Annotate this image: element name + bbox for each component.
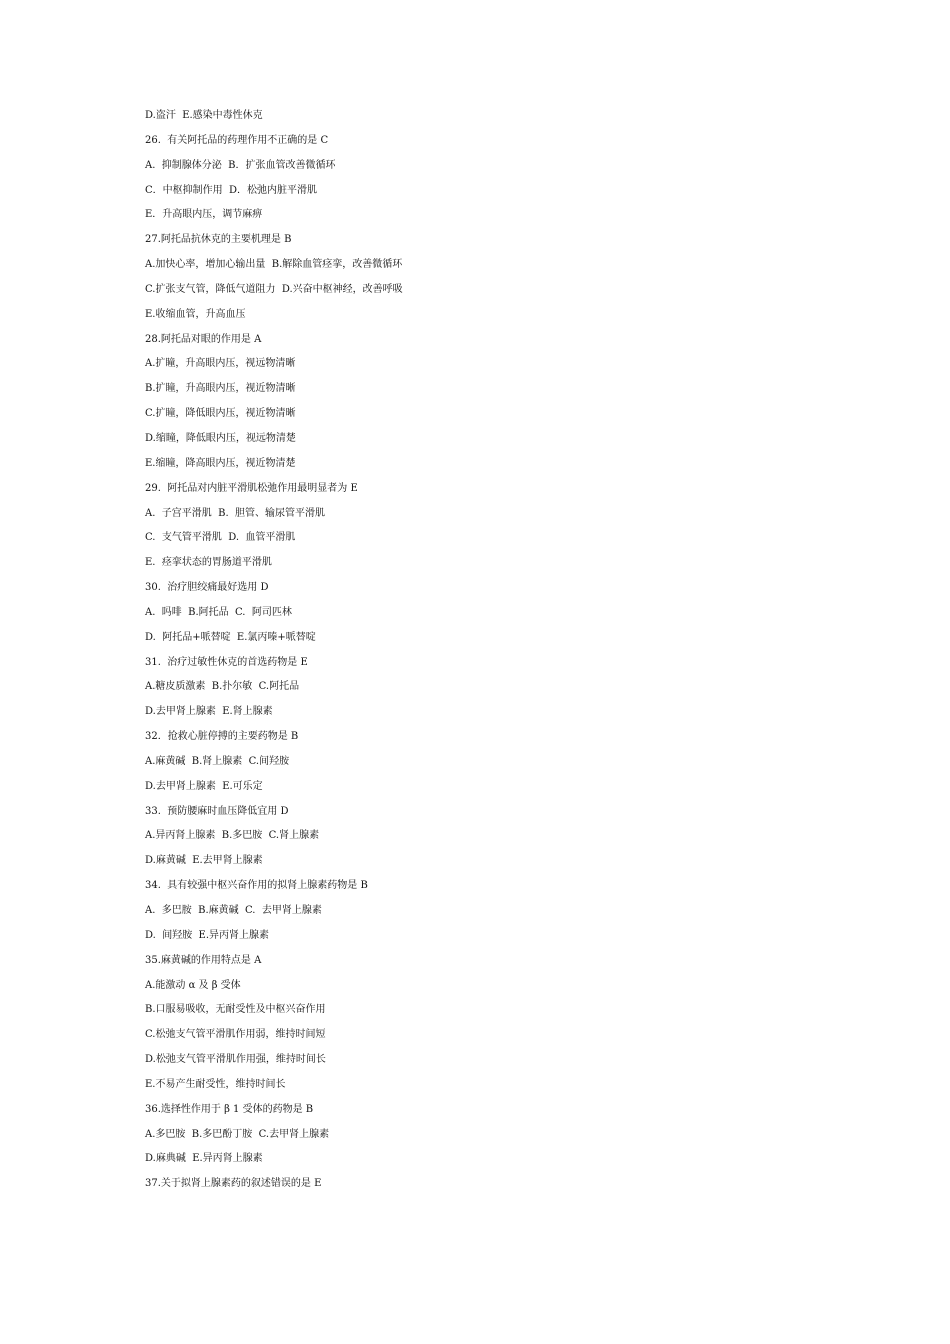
text-line: D.麻典碱 E.异丙肾上腺素 xyxy=(145,1153,263,1165)
text-line: A.能激动 α 及 β 受体 xyxy=(145,979,241,991)
text-line: A.麻黄碱 B.肾上腺素 C.间羟胺 xyxy=(145,755,290,767)
question-26: 26. 有关阿托品的药理作用不正确的是 C xyxy=(145,134,329,146)
question-32: 32．抢救心脏停搏的主要药物是 B xyxy=(145,731,299,743)
question-37: 37.关于拟肾上腺素药的叙述错误的是 E xyxy=(145,1178,322,1190)
text-line: D.缩瞳，降低眼内压，视远物清楚 xyxy=(145,432,296,444)
text-line: D. 阿托品+哌替啶 E.氯丙嗪+哌替啶 xyxy=(145,631,316,643)
text-line: E. 痉挛状态的胃肠道平滑肌 xyxy=(145,557,272,569)
text-line: D.盗汗 E.感染中毒性休克 xyxy=(145,110,263,121)
question-30: 30. 治疗胆绞痛最好选用 D xyxy=(145,582,269,594)
text-line: C.松弛支气管平滑肌作用弱，维持时间短 xyxy=(145,1029,326,1041)
question-34: 34. 具有较强中枢兴奋作用的拟肾上腺素药物是 B xyxy=(145,880,368,892)
text-line: D. 间羟胺 E.异丙肾上腺素 xyxy=(145,929,270,941)
text-line: D.麻黄碱 E.去甲肾上腺素 xyxy=(145,855,263,867)
text-line: C.扩张支气管，降低气道阻力 D.兴奋中枢神经，改善呼吸 xyxy=(145,283,403,295)
question-29: 29. 阿托品对内脏平滑肌松弛作用最明显者为 E xyxy=(145,482,358,494)
question-27: 27.阿托品抗休克的主要机理是 B xyxy=(145,234,292,246)
document-body xyxy=(145,110,845,1203)
text-line: E.不易产生耐受性，维持时间长 xyxy=(145,1078,286,1090)
question-35: 35.麻黄碱的作用特点是 A xyxy=(145,954,262,966)
text-line: D.去甲肾上腺素 E.可乐定 xyxy=(145,780,263,792)
text-line: A. 抑制腺体分泌 B．扩张血管改善微循环 xyxy=(145,159,336,171)
question-36: 36.选择性作用于 β 1 受体的药物是 B xyxy=(145,1103,314,1115)
text-line: A.多巴胺 B.多巴酚丁胺 C.去甲肾上腺素 xyxy=(145,1128,330,1140)
text-line: A.加快心率，增加心输出量 B.解除血管痉挛，改善微循环 xyxy=(145,259,403,271)
question-28: 28.阿托品对眼的作用是 A xyxy=(145,333,262,345)
text-line: A.糖皮质激素 B.扑尔敏 C.阿托品 xyxy=(145,681,300,693)
text-line: A. 吗啡 B.阿托品 C. 阿司匹林 xyxy=(145,606,292,618)
text-line: C. 支气管平滑肌 D. 血管平滑肌 xyxy=(145,532,296,544)
text-line: A.扩瞳，升高眼内压，视远物清晰 xyxy=(145,358,296,370)
text-line: C．中枢抑制作用 D．松弛内脏平滑肌 xyxy=(145,184,318,196)
text-line: E．升高眼内压，调节麻痹 xyxy=(145,209,263,221)
question-33: 33. 预防腰麻时血压降低宜用 D xyxy=(145,805,289,817)
text-line: A.异丙肾上腺素 B.多巴胺 C.肾上腺素 xyxy=(145,830,320,842)
text-line: C.扩瞳，降低眼内压，视近物清晰 xyxy=(145,408,296,420)
text-line: E.收缩血管，升高血压 xyxy=(145,308,246,320)
text-line: D.松弛支气管平滑肌作用强，维持时间长 xyxy=(145,1054,326,1066)
text-line: A. 多巴胺 B.麻黄碱 C. 去甲肾上腺素 xyxy=(145,905,322,916)
text-line: B.口服易吸收，无耐受性及中枢兴奋作用 xyxy=(145,1004,326,1016)
question-31: 31. 治疗过敏性休克的首选药物是 E xyxy=(145,656,308,668)
text-line: E.缩瞳，降高眼内压，视近物清楚 xyxy=(145,457,296,469)
text-line: D.去甲肾上腺素 E.肾上腺素 xyxy=(145,706,273,718)
text-line: A. 子宫平滑肌 B. 胆管、输尿管平滑肌 xyxy=(145,507,325,519)
text-line: B.扩瞳，升高眼内压，视近物清晰 xyxy=(145,383,296,395)
